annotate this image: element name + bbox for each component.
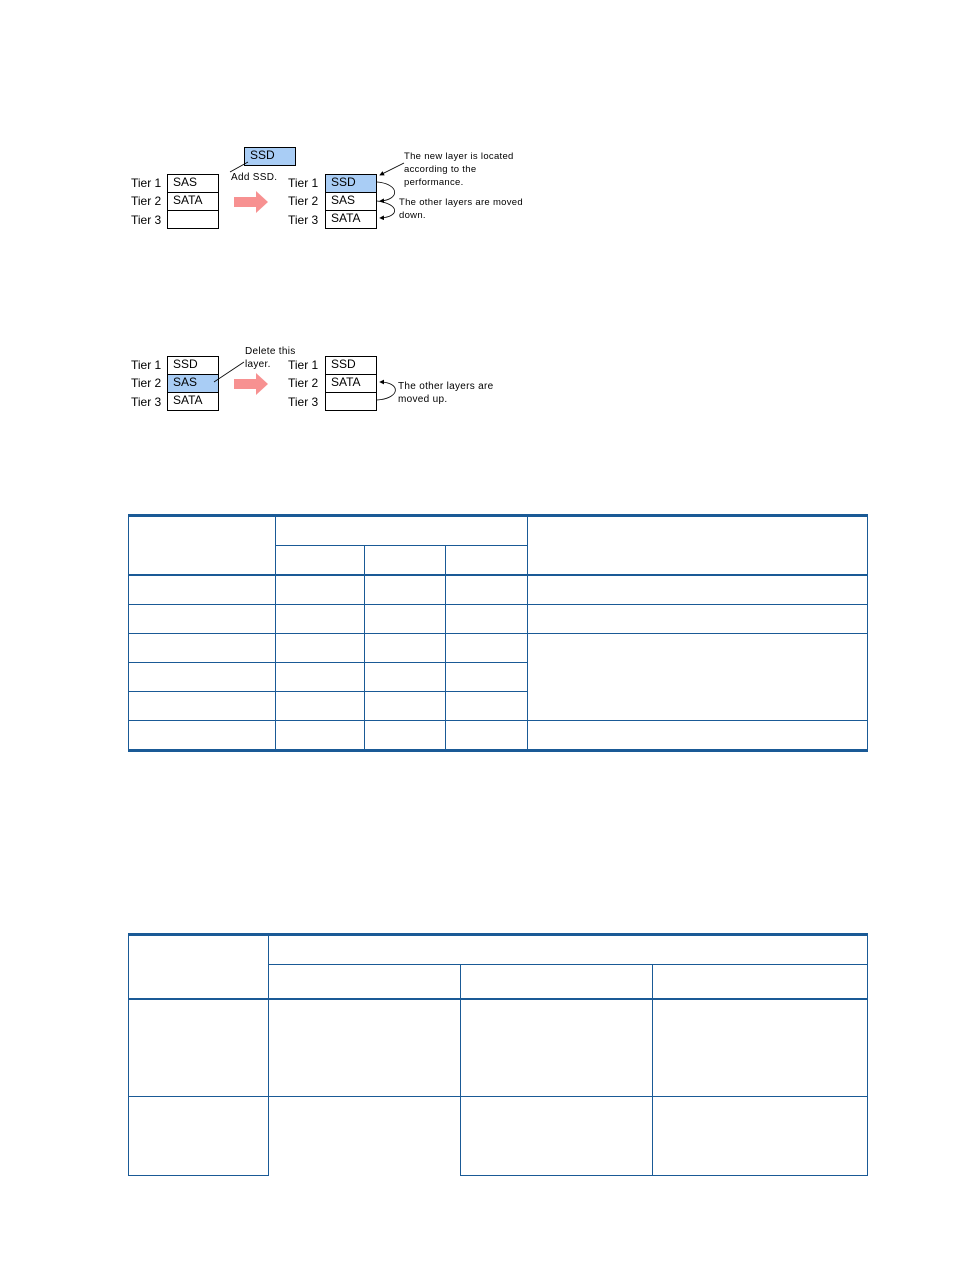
- table-cell: [653, 999, 868, 1097]
- tier-label: Tier 1: [288, 176, 319, 190]
- table-cell: [528, 575, 868, 605]
- table-cell: [129, 692, 276, 721]
- table-row: [129, 575, 868, 605]
- right-arrow-icon: [234, 191, 270, 213]
- tier-label: Tier 3: [131, 395, 162, 409]
- tier-cell: SATA: [325, 210, 377, 229]
- table-cell: [365, 692, 446, 721]
- table-cell: [276, 634, 365, 663]
- tier-label: Tier 1: [131, 176, 162, 190]
- note-line: The other layers are: [398, 381, 494, 392]
- table-row: [129, 999, 868, 1097]
- note-line: down.: [399, 210, 426, 221]
- table-cell: [365, 663, 446, 692]
- note-line: Delete this: [245, 346, 296, 357]
- table-row: [129, 634, 868, 663]
- tier-cell: [325, 392, 377, 411]
- curved-arrows-icon: [374, 160, 414, 230]
- table-cell: [365, 546, 446, 576]
- table-cell: [446, 663, 528, 692]
- table-row: [129, 605, 868, 634]
- table-cell: [446, 721, 528, 751]
- table-cell: [276, 692, 365, 721]
- tier-label: Tier 3: [288, 395, 319, 409]
- new-media-box: SSD: [244, 147, 296, 166]
- table-cell: [365, 721, 446, 751]
- table-row: [129, 721, 868, 751]
- table-cell: [446, 546, 528, 576]
- table-cell: [129, 605, 276, 634]
- table-cell: [365, 634, 446, 663]
- note-line: layer.: [245, 359, 271, 370]
- table-cell: [365, 605, 446, 634]
- note-line: The other layers are moved: [399, 197, 523, 208]
- table-cell: [528, 721, 868, 751]
- table-cell: [528, 516, 868, 576]
- table-cell: [129, 1097, 269, 1176]
- table-header-row: [129, 516, 868, 546]
- tier-label: Tier 2: [131, 194, 162, 208]
- table-cell: [276, 546, 365, 576]
- table-cell: [269, 935, 868, 965]
- note-line: moved up.: [398, 394, 448, 405]
- tier-cell: SAS: [325, 192, 377, 211]
- table-cell: [528, 634, 868, 721]
- note-line: The new layer is located: [404, 151, 514, 162]
- tier-label: Tier 3: [131, 213, 162, 227]
- table-cell: [276, 721, 365, 751]
- table-cell: [461, 965, 653, 999]
- tier-cell: SAS: [167, 374, 219, 393]
- pointer-line-icon: [226, 160, 256, 174]
- table-second: [128, 933, 868, 1176]
- tier-cell: SSD: [325, 174, 377, 193]
- table-cell: [269, 999, 461, 1097]
- note-moved-up: [398, 380, 494, 406]
- table-row: [129, 1097, 868, 1176]
- note-moved-down: [399, 196, 523, 222]
- tier-cell: [167, 210, 219, 229]
- tier-cell: SATA: [325, 374, 377, 393]
- tier-cell: SSD: [325, 356, 377, 375]
- table-cell: [446, 605, 528, 634]
- table-cell: [129, 634, 276, 663]
- note-line: according to the: [404, 164, 477, 175]
- right-arrow-icon: [234, 373, 270, 395]
- table-cell: [528, 605, 868, 634]
- tier-cell: SSD: [167, 356, 219, 375]
- table-cell: [129, 721, 276, 751]
- table-tier-mapping: [128, 514, 868, 752]
- curved-arrow-icon: [374, 374, 404, 406]
- tier-label: Tier 2: [131, 376, 162, 390]
- tier-label: Tier 2: [288, 194, 319, 208]
- table-cell: [129, 999, 269, 1097]
- tier-label: Tier 3: [288, 213, 319, 227]
- table-cell: [129, 516, 276, 576]
- table-cell: [365, 575, 446, 605]
- table-cell: [461, 1097, 653, 1176]
- table-cell: [276, 605, 365, 634]
- table-cell: [446, 575, 528, 605]
- table-cell: [269, 1097, 461, 1176]
- tier-cell: SAS: [167, 174, 219, 193]
- table-cell: [446, 634, 528, 663]
- table-header-row: [129, 935, 868, 965]
- table-cell: [653, 965, 868, 999]
- table-cell: [276, 663, 365, 692]
- table-cell: [129, 935, 269, 1000]
- tier-cell: SATA: [167, 392, 219, 411]
- add-caption: Add SSD.: [231, 172, 278, 183]
- tier-label: Tier 1: [288, 358, 319, 372]
- table-cell: [129, 575, 276, 605]
- table-cell: [129, 663, 276, 692]
- table-cell: [461, 999, 653, 1097]
- tier-label: Tier 2: [288, 376, 319, 390]
- table-cell: [269, 965, 461, 999]
- note-new-layer: [404, 150, 514, 189]
- note-line: performance.: [404, 177, 464, 188]
- table-cell: [276, 516, 528, 546]
- table-cell: [446, 692, 528, 721]
- table-cell: [276, 575, 365, 605]
- tier-cell: SATA: [167, 192, 219, 211]
- tier-label: Tier 1: [131, 358, 162, 372]
- table-cell: [653, 1097, 868, 1176]
